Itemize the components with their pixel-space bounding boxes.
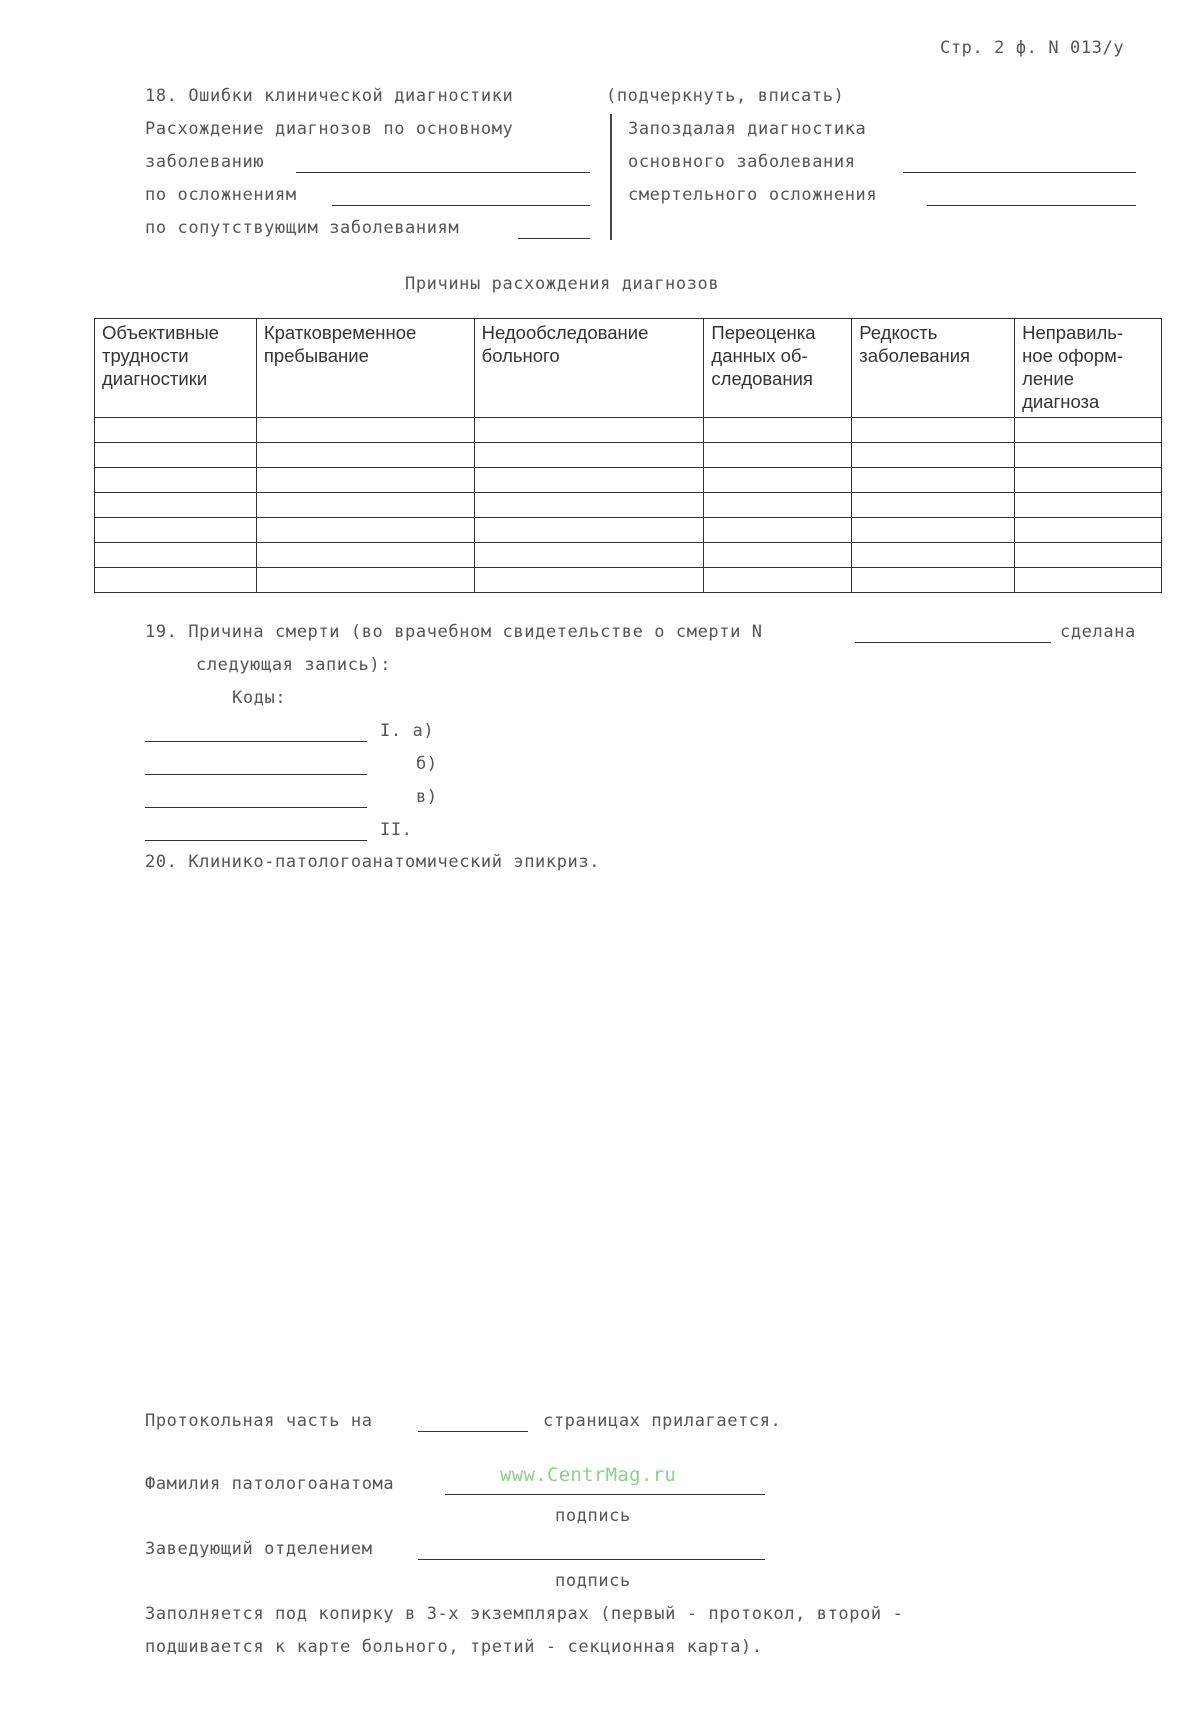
table-cell[interactable] bbox=[256, 418, 474, 443]
discrepancy-complications-label: по осложнениям bbox=[145, 185, 297, 205]
late-main-field[interactable] bbox=[903, 172, 1136, 173]
late-fatal-label: смертельного осложнения bbox=[628, 185, 878, 205]
codes-label: Коды: bbox=[232, 688, 287, 708]
table-cell[interactable] bbox=[95, 443, 257, 468]
table-row bbox=[95, 543, 1162, 568]
table-cell[interactable] bbox=[852, 543, 1015, 568]
table-cell[interactable] bbox=[1015, 543, 1162, 568]
watermark: www.CentrMag.ru bbox=[500, 1464, 677, 1486]
table-cell[interactable] bbox=[95, 468, 257, 493]
protocol-pages-field[interactable] bbox=[418, 1431, 528, 1432]
section-18-title: 18. Ошибки клинической диагностики bbox=[145, 86, 514, 106]
table-cell[interactable] bbox=[95, 418, 257, 443]
table-row bbox=[95, 493, 1162, 518]
table-cell[interactable] bbox=[852, 493, 1015, 518]
table-cell[interactable] bbox=[704, 493, 852, 518]
table-cell[interactable] bbox=[474, 568, 704, 593]
table-cell[interactable] bbox=[474, 418, 704, 443]
table-cell[interactable] bbox=[1015, 518, 1162, 543]
table-cell[interactable] bbox=[1015, 568, 1162, 593]
cause-item-1a: I. а) bbox=[380, 721, 435, 741]
table-cell[interactable] bbox=[704, 568, 852, 593]
column-divider bbox=[610, 114, 612, 240]
section-20-title: 20. Клинико-патологоанатомический эпикриз. bbox=[145, 852, 601, 872]
discrepancy-main-label: заболеванию bbox=[145, 152, 265, 172]
section-19-line1-end: сделана bbox=[1060, 622, 1136, 642]
protocol-label-before: Протокольная часть на bbox=[145, 1411, 373, 1431]
section-18-hint: (подчеркнуть, вписать) bbox=[606, 86, 845, 106]
table-cell[interactable] bbox=[474, 518, 704, 543]
table-cell[interactable] bbox=[1015, 468, 1162, 493]
cause-item-1b: б) bbox=[416, 754, 438, 774]
table-row bbox=[95, 418, 1162, 443]
header-objective-difficulties: Объективные трудности диагностики bbox=[95, 319, 257, 418]
page-reference: Стр. 2 ф. N 013/у bbox=[940, 38, 1125, 58]
discrepancy-heading: Расхождение диагнозов по основному bbox=[145, 119, 514, 139]
table-cell[interactable] bbox=[704, 543, 852, 568]
table-cell[interactable] bbox=[256, 493, 474, 518]
discrepancy-main-field[interactable] bbox=[296, 172, 590, 173]
table-cell[interactable] bbox=[474, 493, 704, 518]
table-cell[interactable] bbox=[256, 443, 474, 468]
cause-item-1c: в) bbox=[416, 787, 438, 807]
table-cell[interactable] bbox=[704, 443, 852, 468]
certificate-number-field[interactable] bbox=[855, 642, 1051, 643]
signature-caption-2: подпись bbox=[555, 1571, 631, 1591]
table-cell[interactable] bbox=[1015, 493, 1162, 518]
header-overestimation: Переоценка данных об- следования bbox=[704, 319, 852, 418]
code-field-1b[interactable] bbox=[145, 774, 367, 775]
causes-title: Причины расхождения диагнозов bbox=[405, 274, 720, 294]
section-19-line1: 19. Причина смерти (во врачебном свидетельстве о смерти N bbox=[145, 622, 763, 642]
table-cell[interactable] bbox=[256, 568, 474, 593]
table-cell[interactable] bbox=[95, 543, 257, 568]
discrepancy-complications-field[interactable] bbox=[332, 205, 590, 206]
table-cell[interactable] bbox=[704, 518, 852, 543]
table-cell[interactable] bbox=[852, 568, 1015, 593]
table-row bbox=[95, 518, 1162, 543]
table-cell[interactable] bbox=[704, 418, 852, 443]
signature-caption-1: подпись bbox=[555, 1506, 631, 1526]
table-cell[interactable] bbox=[474, 543, 704, 568]
table-row bbox=[95, 568, 1162, 593]
table-cell[interactable] bbox=[852, 518, 1015, 543]
code-field-2[interactable] bbox=[145, 840, 367, 841]
table-cell[interactable] bbox=[95, 493, 257, 518]
code-field-1c[interactable] bbox=[145, 807, 367, 808]
header-incorrect-formulation: Неправиль- ное оформ- ление диагноза bbox=[1015, 319, 1162, 418]
table-cell[interactable] bbox=[852, 468, 1015, 493]
pathologist-label: Фамилия патологоанатома bbox=[145, 1474, 395, 1494]
copies-note-line2: подшивается к карте больного, третий - секционная карта). bbox=[145, 1637, 763, 1657]
table-cell[interactable] bbox=[256, 468, 474, 493]
table-cell[interactable] bbox=[1015, 443, 1162, 468]
table-cell[interactable] bbox=[474, 468, 704, 493]
table-cell[interactable] bbox=[256, 518, 474, 543]
header-rarity: Редкость заболевания bbox=[852, 319, 1015, 418]
table-row bbox=[95, 443, 1162, 468]
table-row bbox=[95, 468, 1162, 493]
table-cell[interactable] bbox=[95, 518, 257, 543]
table-cell[interactable] bbox=[474, 443, 704, 468]
table-cell[interactable] bbox=[95, 568, 257, 593]
table-cell[interactable] bbox=[852, 418, 1015, 443]
head-of-department-label: Заведующий отделением bbox=[145, 1539, 373, 1559]
discrepancy-concomitant-label: по сопутствующим заболеваниям bbox=[145, 218, 460, 238]
protocol-label-after: страницах прилагается. bbox=[543, 1411, 782, 1431]
code-field-1a[interactable] bbox=[145, 741, 367, 742]
section-19-line2: следующая запись): bbox=[196, 655, 392, 675]
late-diagnosis-heading: Запоздалая диагностика bbox=[628, 119, 867, 139]
table-cell[interactable] bbox=[852, 443, 1015, 468]
copies-note-line1: Заполняется под копирку в 3-х экземплярах (первый - протокол, второй - bbox=[145, 1604, 904, 1624]
late-main-label: основного заболевания bbox=[628, 152, 856, 172]
pathologist-field[interactable] bbox=[445, 1494, 765, 1495]
table-cell[interactable] bbox=[256, 543, 474, 568]
table-cell[interactable] bbox=[1015, 418, 1162, 443]
epicrisis-area[interactable] bbox=[145, 880, 1145, 1400]
late-fatal-field[interactable] bbox=[927, 205, 1136, 206]
causes-header-row bbox=[95, 319, 1162, 418]
cause-item-2: II. bbox=[380, 820, 413, 840]
header-underexamination: Недообследование больного bbox=[474, 319, 704, 418]
discrepancy-concomitant-field[interactable] bbox=[518, 238, 590, 239]
causes-table bbox=[94, 318, 1162, 593]
table-cell[interactable] bbox=[704, 468, 852, 493]
head-of-department-field[interactable] bbox=[418, 1559, 765, 1560]
header-short-stay: Кратковременное пребывание bbox=[256, 319, 474, 418]
